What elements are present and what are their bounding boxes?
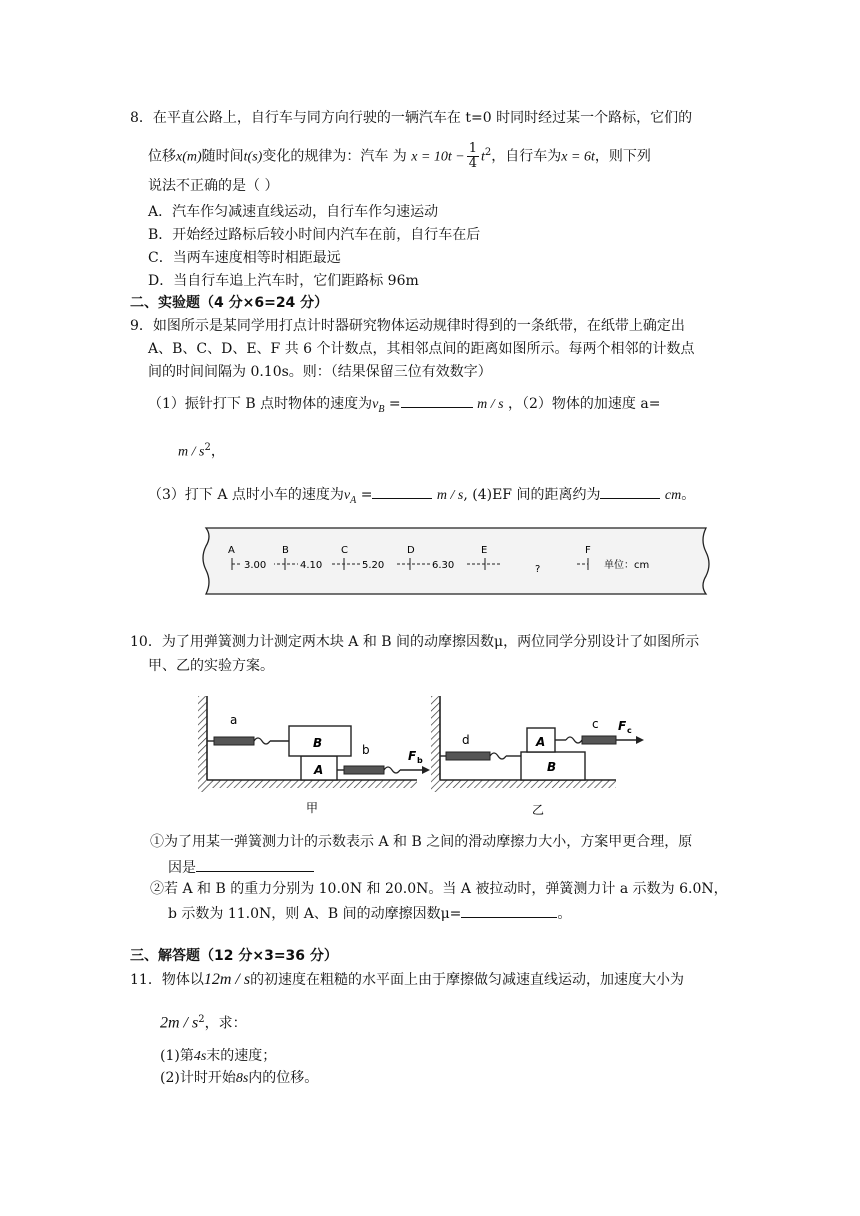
spring-label: b bbox=[362, 743, 370, 757]
unit-text: m / s bbox=[436, 488, 464, 503]
answer-blank-vB[interactable] bbox=[401, 392, 473, 408]
spring-label: c bbox=[592, 717, 599, 731]
q11-line2 bbox=[160, 1010, 247, 1034]
spring-b bbox=[337, 766, 430, 774]
fraction-den: 4 bbox=[468, 156, 478, 171]
q10-text: 因是 bbox=[168, 860, 196, 876]
setup-yi bbox=[431, 696, 644, 817]
acceleration-sup: 2 bbox=[198, 1014, 205, 1025]
tape-distance: 3.00 bbox=[244, 560, 267, 571]
time-value: 8s bbox=[235, 1071, 249, 1086]
q11-text: 内的位移。 bbox=[248, 1070, 319, 1086]
friction-experiment-figure bbox=[190, 690, 690, 818]
q9-unit-accel bbox=[178, 438, 225, 463]
car-equation: x = 10t − bbox=[411, 149, 465, 165]
fraction bbox=[467, 142, 479, 171]
tape-point-label: A bbox=[228, 545, 235, 556]
acceleration: 2m / s bbox=[160, 1014, 199, 1032]
q11-text: (2)计时开始 bbox=[160, 1070, 236, 1086]
unit-text: m / s bbox=[477, 397, 504, 412]
option-text: B．开始经过路标后较小时间内汽车在前，自行车在后 bbox=[148, 227, 481, 243]
caption-jia: 甲 bbox=[306, 801, 319, 815]
tape-unit-label: 单位：cm bbox=[604, 560, 650, 571]
tape-distance-unknown: ? bbox=[535, 564, 541, 575]
unit-text: cm bbox=[664, 488, 682, 503]
q9-part1 bbox=[148, 392, 660, 420]
q9-text: , (4)EF 间的距离约为 bbox=[463, 487, 601, 503]
q8-line2 bbox=[148, 142, 651, 171]
q9-text: （3）打下 A 点时小车的速度为 bbox=[148, 487, 344, 503]
q8-option-a[interactable] bbox=[148, 202, 438, 222]
ticker-tape-figure bbox=[200, 522, 716, 600]
unit-text: m / s bbox=[178, 444, 205, 460]
q8-text: 随时间 bbox=[201, 148, 244, 165]
q10-line2: 甲、乙的实验方案。 bbox=[148, 658, 274, 674]
q10-sub1-line1: ①为了用某一弹簧测力计的示数表示 A 和 B 之间的滑动摩擦力大小，方案甲更合理，原 bbox=[150, 834, 693, 850]
tape-point-label: D bbox=[407, 545, 415, 556]
tape-point-label: F bbox=[585, 545, 591, 556]
setup-jia bbox=[198, 696, 430, 815]
q11-text: (1)第 bbox=[160, 1048, 194, 1064]
q8-text: 变化的规律为：汽车 为 bbox=[262, 148, 407, 165]
var-vB: v bbox=[372, 397, 379, 412]
unit-sup: 2 bbox=[204, 442, 211, 453]
var-vA-sub: A bbox=[350, 494, 357, 506]
q10-sub2-line1: ②若 A 和 B 的重力分别为 10.0N 和 20.0N。当 A 被拉动时，弹簧测力计 a 示数为 6.0N， bbox=[150, 881, 728, 897]
tape-point-label: E bbox=[481, 545, 488, 556]
q8-line1 bbox=[130, 108, 692, 128]
force-label-sub: c bbox=[627, 726, 632, 735]
spring-label: d bbox=[462, 733, 470, 747]
spring-label: a bbox=[230, 713, 238, 727]
q8-text: 说法不正确的是（ ） bbox=[148, 178, 279, 194]
q11-line1 bbox=[130, 970, 684, 990]
q8-text: 8．在平直公路上，自行车与同方向行驶的一辆汽车在 t=0 时同时经过某一个路标，它们的 bbox=[130, 110, 693, 126]
tape-point-label: C bbox=[341, 545, 348, 556]
fraction-num: 1 bbox=[468, 141, 478, 156]
q9-text: 。 bbox=[681, 487, 696, 503]
section-title: 三、解答题（12 分×3=36 分） bbox=[130, 948, 338, 964]
q9-line2: A、B、C、D、E、F 共 6 个计数点，其相邻点间的距离如图所示。每两个相邻的计数点 bbox=[148, 341, 695, 357]
tape-point-label: B bbox=[282, 545, 289, 556]
q9-part3 bbox=[148, 483, 695, 511]
initial-velocity: 12m / s bbox=[203, 971, 251, 988]
var-vA: v bbox=[343, 488, 351, 503]
q9-text: （1）振针打下 B 点时物体的速度为 bbox=[148, 396, 373, 412]
q8-option-d[interactable] bbox=[148, 271, 419, 291]
q11-text: 末的速度； bbox=[206, 1048, 277, 1064]
force-label-sub: b bbox=[417, 756, 423, 765]
q9-line3: 间的时间间隔为 0.10s。则：（结果保留三位有效数字） bbox=[148, 364, 492, 380]
q10-sub1-line2 bbox=[168, 856, 314, 878]
q10-line1: 10．为了用弹簧测力计测定两木块 A 和 B 间的动摩擦因数μ，两位同学分别设计了如图所示 bbox=[130, 634, 700, 650]
q9-text: ，（2）物体的加速度 a= bbox=[507, 396, 661, 412]
spring-a bbox=[207, 737, 289, 745]
q9-line1: 9．如图所示是某同学用打点计时器研究物体运动规律时得到的一条纸带，在纸带上确定出 bbox=[130, 318, 685, 334]
option-text: C．当两车速度相等时相距最远 bbox=[148, 250, 341, 266]
block-label: B bbox=[313, 736, 323, 750]
section-title: 二、实验题（4 分×6=24 分） bbox=[130, 295, 329, 311]
q10-sub2-line2 bbox=[168, 902, 571, 924]
q11-text: 的初速度在粗糙的水平面上由于摩擦做匀减速直线运动，加速度大小为 bbox=[250, 972, 685, 988]
car-equation-sup: 2 bbox=[484, 146, 492, 158]
q10-text: b 示数为 11.0N，则 A、B 间的动摩擦因数μ= bbox=[168, 906, 462, 922]
q8-option-b[interactable] bbox=[148, 225, 480, 245]
q8-var-x: x(m) bbox=[176, 149, 202, 165]
answer-blank-mu[interactable] bbox=[461, 902, 557, 918]
option-text: D．当自行车追上汽车时，它们距路标 96m bbox=[148, 273, 419, 289]
q9-text: = bbox=[356, 487, 373, 503]
q8-option-c[interactable] bbox=[148, 248, 341, 268]
tape-distance: 5.20 bbox=[362, 560, 385, 571]
answer-blank-reason[interactable] bbox=[196, 856, 314, 872]
answer-blank-ef[interactable] bbox=[600, 483, 660, 499]
q8-text: ，自行车为 bbox=[491, 148, 562, 165]
force-label: F bbox=[618, 719, 627, 733]
caption-yi: 乙 bbox=[532, 803, 545, 817]
q9-text: ， bbox=[210, 443, 225, 460]
tape-distance: 6.30 bbox=[432, 560, 455, 571]
q11-text: 11．物体以 bbox=[130, 972, 204, 988]
q8-text: 位移 bbox=[148, 148, 176, 165]
time-value: 4s bbox=[193, 1049, 207, 1064]
spring-d bbox=[440, 752, 521, 760]
q11-text: ，求： bbox=[204, 1015, 247, 1032]
var-vB-sub: B bbox=[378, 403, 385, 415]
spring-c bbox=[555, 736, 644, 744]
q9-text: = bbox=[384, 396, 401, 412]
car-equation-t: t bbox=[481, 149, 485, 165]
bike-equation: x = 6t bbox=[561, 149, 595, 165]
force-label: F bbox=[408, 749, 417, 763]
q8-line3 bbox=[148, 176, 278, 196]
answer-blank-vA[interactable] bbox=[372, 483, 432, 499]
q8-text: ，则下列 bbox=[594, 148, 651, 165]
option-text: A．汽车作匀减速直线运动，自行车作匀速运动 bbox=[148, 204, 439, 220]
q11-part2 bbox=[160, 1068, 318, 1089]
tape-distance: 4.10 bbox=[300, 560, 323, 571]
block-label: A bbox=[536, 735, 546, 749]
q8-var-t: t(s) bbox=[243, 149, 263, 165]
block-label: A bbox=[314, 763, 324, 777]
block-label: B bbox=[547, 760, 557, 774]
q11-part1 bbox=[160, 1046, 276, 1067]
q10-text: 。 bbox=[557, 906, 572, 922]
